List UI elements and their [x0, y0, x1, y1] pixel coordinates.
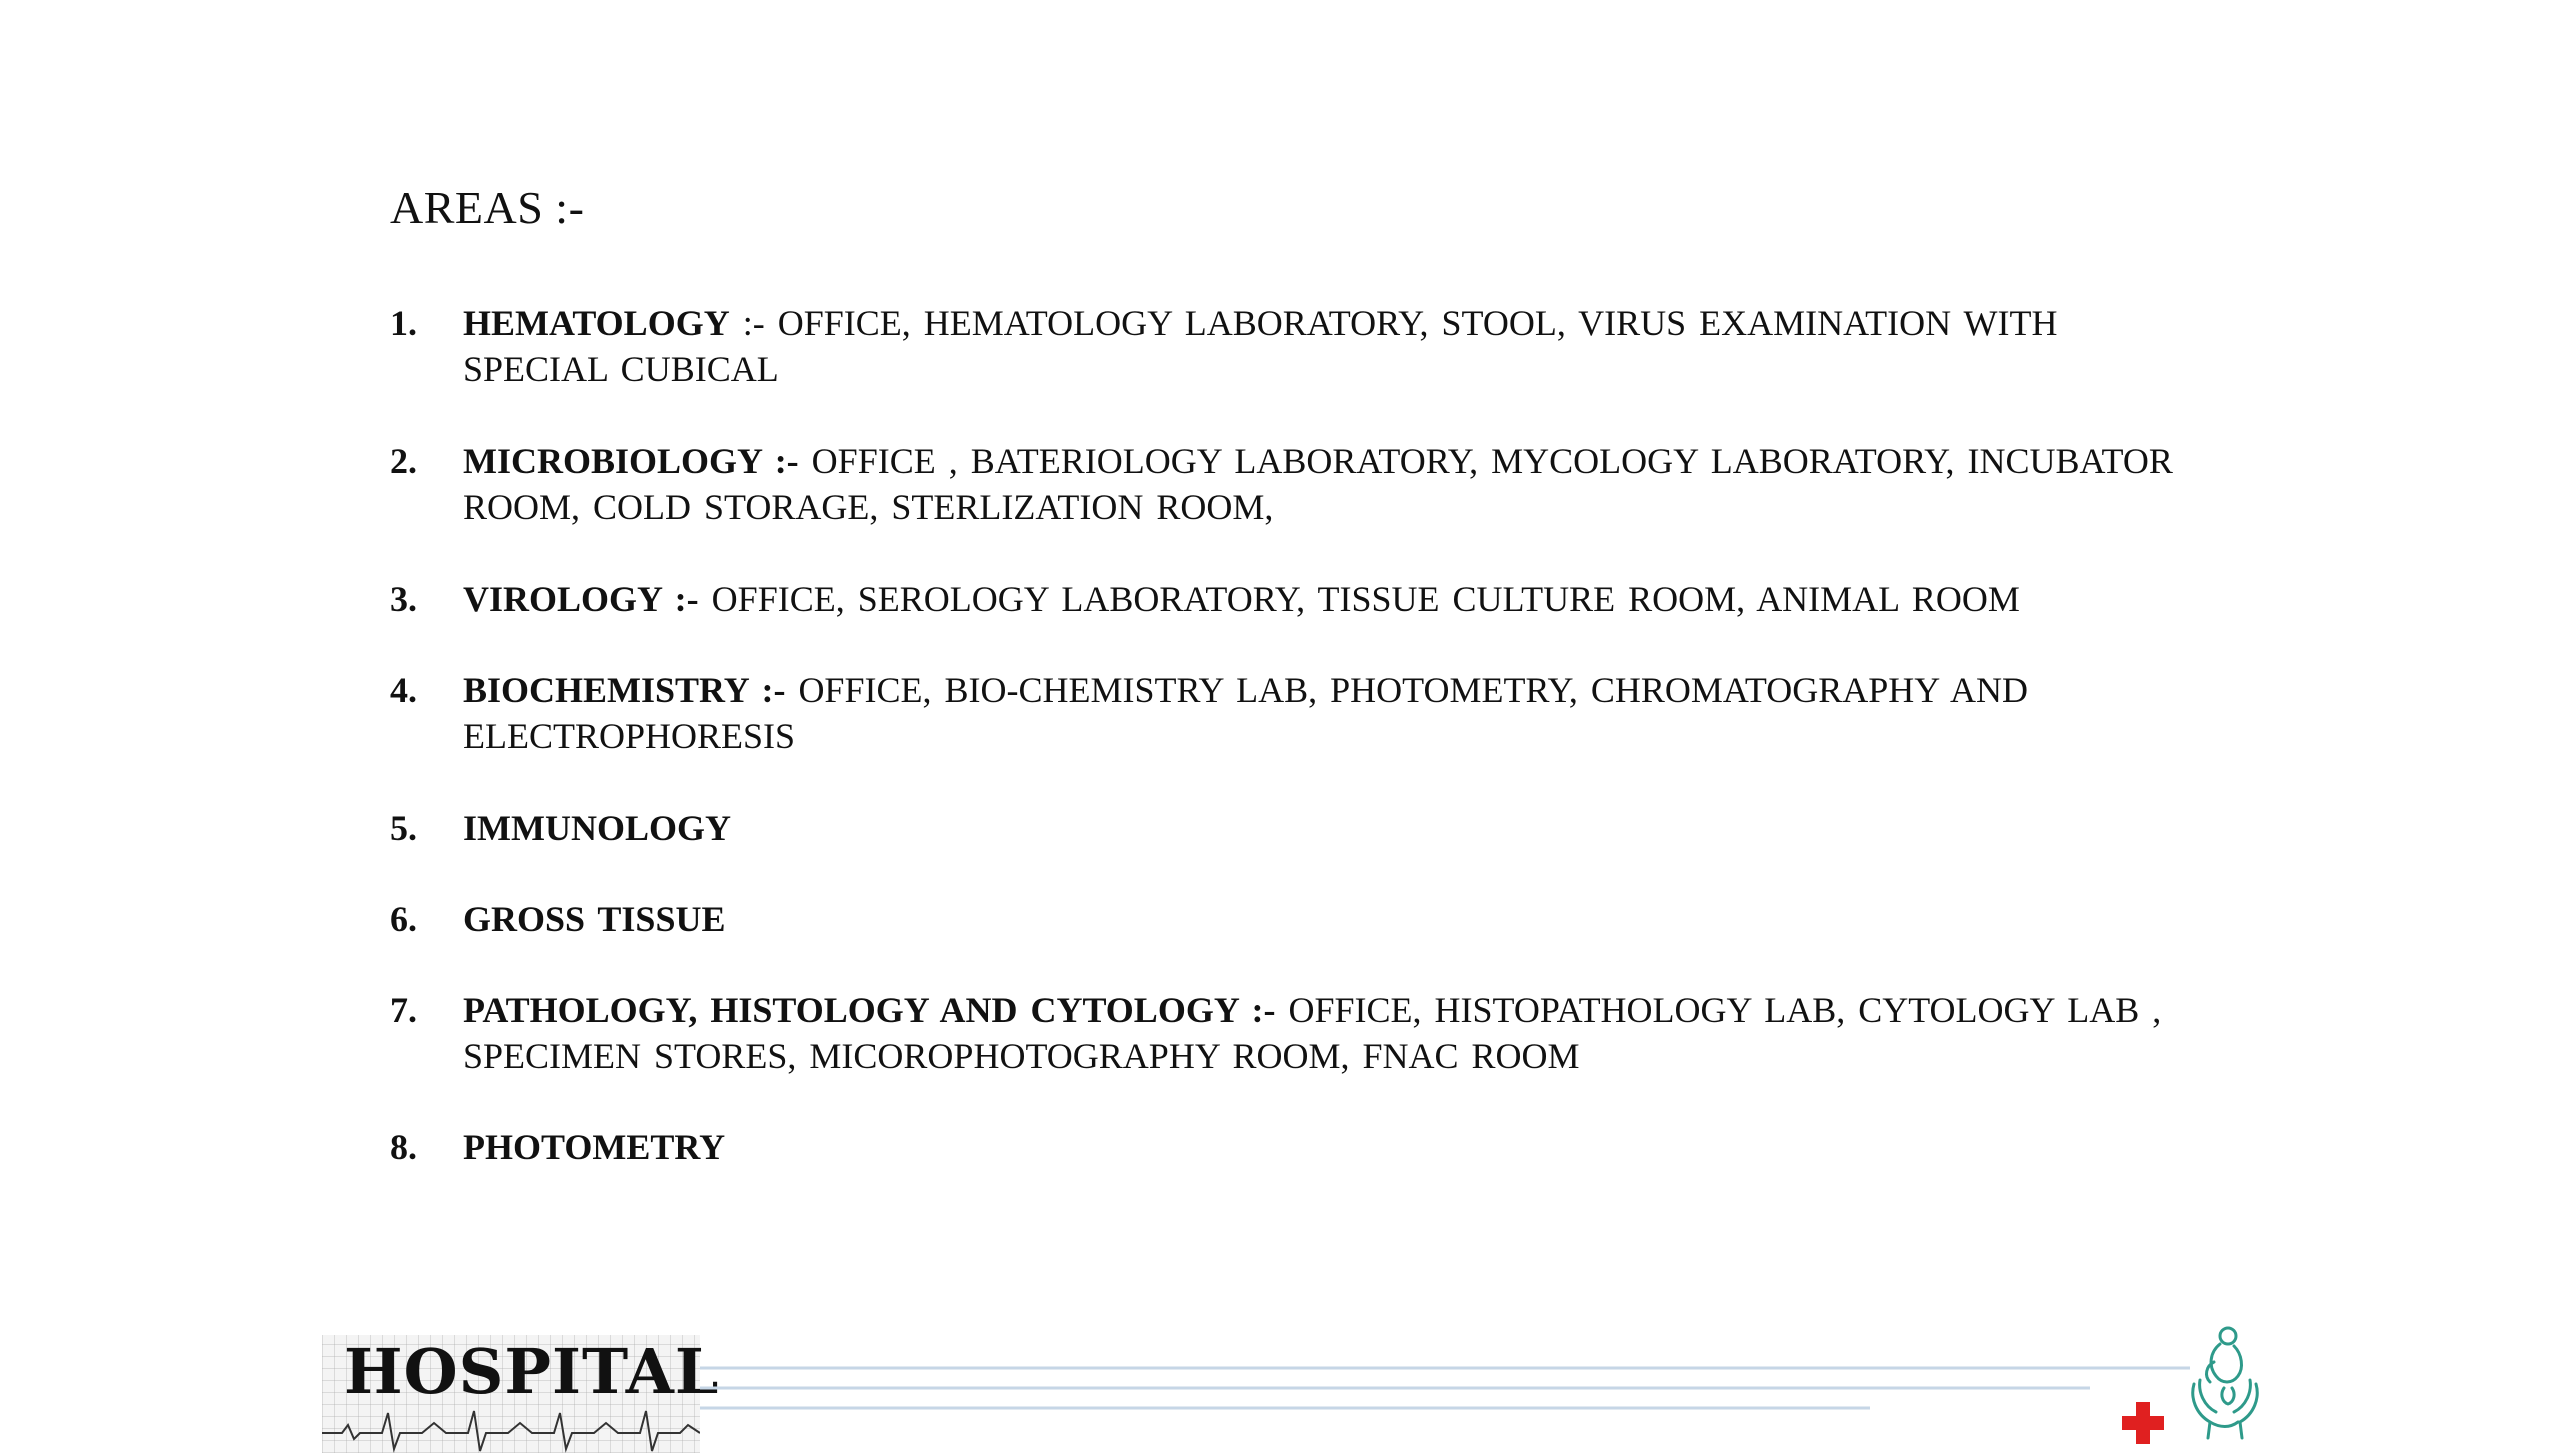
- area-number: 4.: [390, 670, 417, 710]
- slide-title: AREAS :-: [390, 182, 585, 233]
- area-rooms: OFFICE, SEROLOGY LABORATORY, TISSUE CULTURE ROOM, ANIMAL ROOM: [698, 579, 2020, 619]
- area-name: IMMUNOLOGY: [463, 808, 731, 848]
- area-name: VIROLOGY :-: [463, 579, 699, 619]
- area-name: GROSS TISSUE: [463, 899, 726, 939]
- area-name: MICROBIOLOGY :-: [463, 441, 799, 481]
- area-description: [463, 438, 2208, 530]
- area-number: 5.: [390, 808, 417, 848]
- area-separator: :-: [729, 303, 765, 343]
- area-name: PHOTOMETRY: [463, 1127, 726, 1167]
- area-description: [463, 805, 2208, 851]
- area-number: 6.: [390, 899, 417, 939]
- area-name: HEMATOLOGY: [463, 303, 730, 343]
- area-number: 3.: [390, 579, 417, 619]
- area-description: [463, 576, 2208, 622]
- caring-hands-icon: [2180, 1322, 2270, 1440]
- area-rooms: OFFICE , BATERIOLOGY LABORATORY, MYCOLOGY LABORATORY, INCUBATOR ROOM, COLD STORAGE, STERLIZATION ROOM,: [463, 441, 2173, 527]
- area-description: [463, 667, 2208, 759]
- area-number: 2.: [390, 441, 417, 481]
- area-rooms: OFFICE, BIO-CHEMISTRY LAB, PHOTOMETRY, CHROMATOGRAPHY AND ELECTROPHORESIS: [463, 670, 2028, 756]
- area-number: 1.: [390, 303, 417, 343]
- area-name: BIOCHEMISTRY :-: [463, 670, 786, 710]
- hospital-logo: [322, 1335, 720, 1453]
- area-number: 7.: [390, 990, 417, 1030]
- area-description: [463, 987, 2208, 1079]
- red-cross-icon: [2120, 1400, 2166, 1446]
- area-name: PATHOLOGY, HISTOLOGY AND CYTOLOGY :-: [463, 990, 1276, 1030]
- area-description: [463, 1124, 2208, 1170]
- area-number: 8.: [390, 1127, 417, 1167]
- footer-divider-lines: [700, 1360, 2190, 1420]
- area-rooms: OFFICE, HEMATOLOGY LABORATORY, STOOL, VIRUS EXAMINATION WITH SPECIAL CUBICAL: [463, 303, 2058, 389]
- ecg-line-icon: [322, 1405, 700, 1453]
- area-rooms: OFFICE, HISTOPATHOLOGY LAB, CYTOLOGY LAB , SPECIMEN STORES, MICOROPHOTOGRAPHY ROOM, FNAC ROOM: [463, 990, 2162, 1076]
- hospital-logo-text: HOSPITAL: [344, 1335, 720, 1408]
- area-description: [463, 300, 2208, 392]
- area-description: [463, 896, 2208, 942]
